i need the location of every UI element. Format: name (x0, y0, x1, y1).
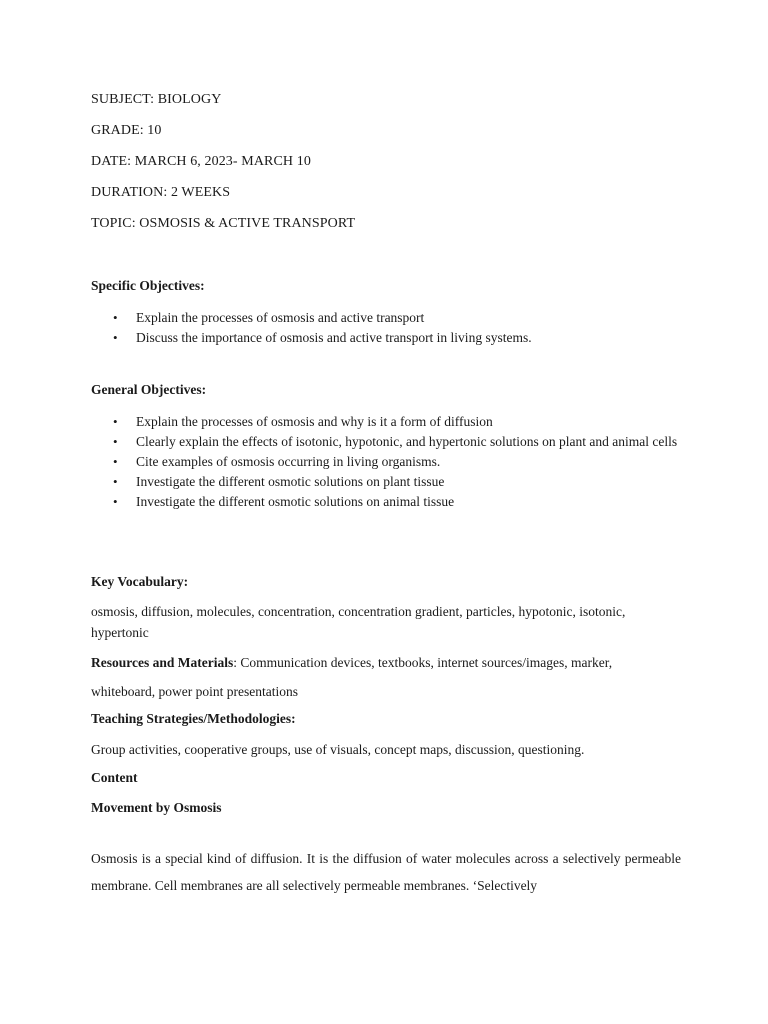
general-objectives-list (91, 412, 681, 512)
resources-label: Resources and Materials (91, 655, 234, 670)
bullet-icon: • (113, 310, 118, 325)
resources-text: : Communication devices, textbooks, internet sources/images, marker, (233, 655, 613, 670)
resources-line (91, 652, 681, 673)
date-line: DATE: MARCH 6, 2023- MARCH 10 (91, 154, 311, 169)
bullet-icon: • (113, 330, 118, 345)
list-item (91, 432, 681, 452)
content-subheading: Movement by Osmosis (91, 800, 222, 815)
resources-text-continued: whiteboard, power point presentations (91, 684, 298, 699)
bullet-icon: • (113, 474, 118, 489)
list-item (91, 308, 681, 328)
list-item-text: Explain the processes of osmosis and why is it a form of diffusion (136, 414, 493, 429)
list-item-text: Clearly explain the effects of isotonic, hypotonic, and hypertonic solutions on plant and animal cells (136, 434, 678, 449)
bullet-icon: • (113, 494, 118, 509)
general-objectives-heading: General Objectives: (91, 382, 207, 397)
list-item (91, 492, 681, 512)
duration-line: DURATION: 2 WEEKS (91, 185, 231, 200)
specific-objectives-heading: Specific Objectives: (91, 278, 205, 293)
key-vocabulary-heading: Key Vocabulary: (91, 574, 189, 589)
list-item-text: Discuss the importance of osmosis and active transport in living systems. (136, 330, 532, 345)
list-item (91, 328, 681, 348)
key-vocabulary-text: osmosis, diffusion, molecules, concentration, concentration gradient, particles, hypotonic, isotonic, hypertonic (91, 604, 626, 640)
list-item-text: Cite examples of osmosis occurring in living organisms. (136, 454, 441, 469)
topic-line: TOPIC: OSMOSIS & ACTIVE TRANSPORT (91, 216, 356, 231)
list-item-text: Investigate the different osmotic solutions on animal tissue (136, 494, 455, 509)
teaching-strategies-text: Group activities, cooperative groups, use of visuals, concept maps, discussion, questioning. (91, 742, 585, 757)
bullet-icon: • (113, 454, 118, 469)
list-item (91, 412, 681, 432)
grade-line: GRADE: 10 (91, 123, 162, 138)
bullet-icon: • (113, 434, 118, 449)
specific-objectives-list (91, 308, 681, 348)
teaching-strategies-heading: Teaching Strategies/Methodologies: (91, 711, 296, 726)
subject-line: SUBJECT: BIOLOGY (91, 92, 222, 107)
content-heading: Content (91, 770, 138, 785)
list-item (91, 452, 681, 472)
list-item-text: Explain the processes of osmosis and active transport (136, 310, 425, 325)
content-paragraph: Osmosis is a special kind of diffusion. It is the diffusion of water molecules across a selectively permeable membrane. Cell membranes are all selectively permeable membranes. ‘Selectively (91, 851, 681, 893)
list-item (91, 472, 681, 492)
bullet-icon: • (113, 414, 118, 429)
list-item-text: Investigate the different osmotic solutions on plant tissue (136, 474, 445, 489)
